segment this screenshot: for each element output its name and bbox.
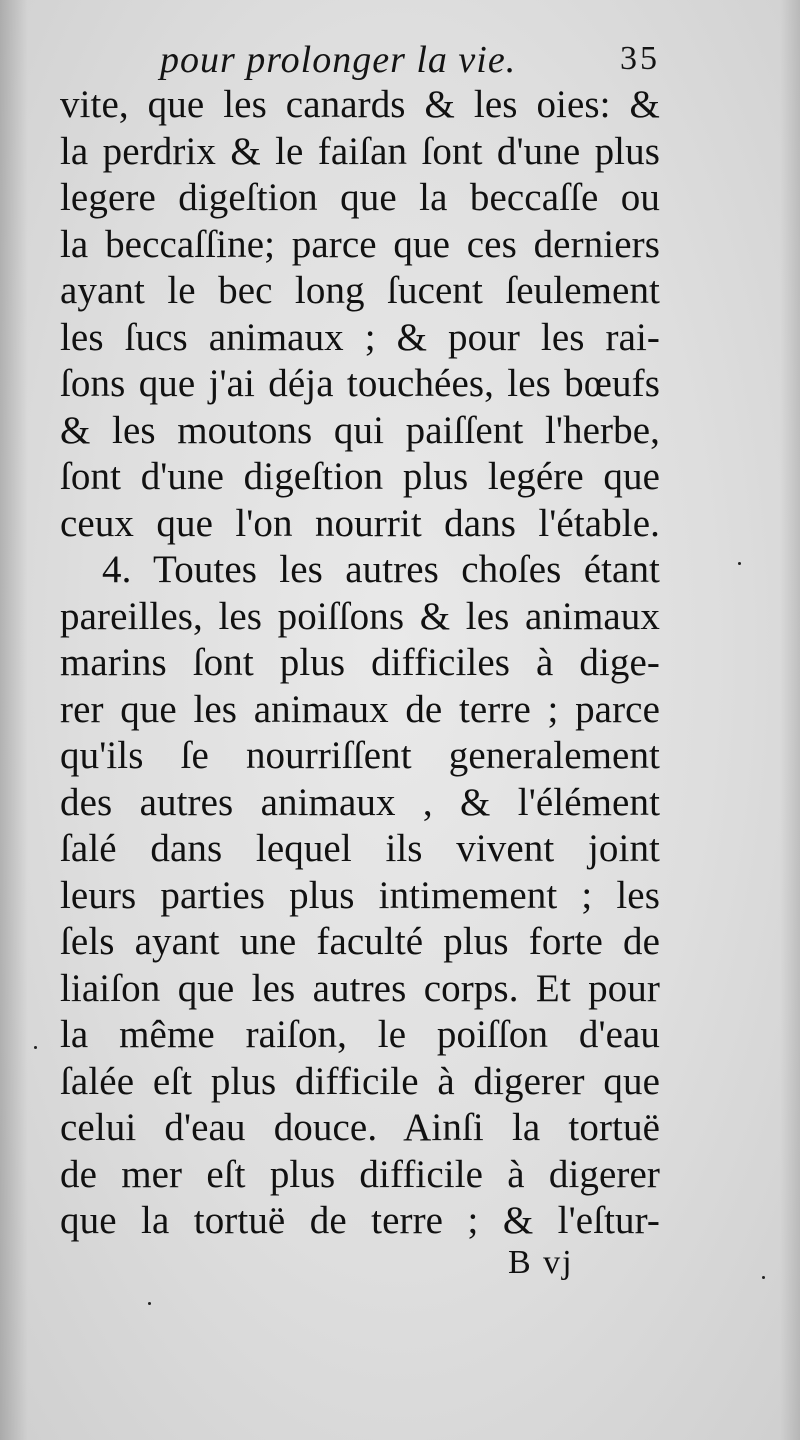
body-text bbox=[60, 82, 660, 1245]
text-line: ayant le bec long ſucent ſeulement bbox=[60, 269, 660, 312]
text-line: ſalé dans lequel ils vivent joint bbox=[60, 827, 660, 870]
text-line: leurs parties plus intimement ; les bbox=[60, 873, 660, 917]
text-line: les ſucs animaux ; & pour les rai- bbox=[60, 315, 660, 359]
text-line: ſalée eſt plus difficile à digerer que bbox=[60, 1059, 660, 1103]
text-line: celui d'eau douce. Ainſi la tortuë bbox=[60, 1106, 660, 1149]
text-line: que la tortuë de terre ; & l'eſtur- bbox=[60, 1199, 660, 1242]
text-line: ſons que j'ai déja touchées, les bœufs bbox=[60, 362, 660, 405]
text-line: pareilles, les poiſſons & les animaux bbox=[60, 594, 660, 638]
text-line: legere digeſtion que la beccaſſe ou bbox=[60, 176, 660, 219]
text-line: rer que les animaux de terre ; parce bbox=[60, 687, 660, 731]
text-line: ceux que l'on nourrit dans l'étable. bbox=[60, 501, 660, 545]
text-line: ſels ayant une faculté plus forte de bbox=[60, 920, 660, 963]
text-line: marins ſont plus difficiles à dige- bbox=[60, 641, 660, 684]
text-line: la perdrix & le faiſan ſont d'une plus bbox=[60, 129, 660, 173]
running-head bbox=[160, 38, 660, 88]
text-line: des autres animaux , & l'élément bbox=[60, 780, 660, 824]
running-title: pour prolonger la vie. bbox=[160, 39, 517, 81]
text-line: vite, que les canards & les oies: & bbox=[60, 83, 660, 126]
text-line: qu'ils ſe nourriſſent generalement bbox=[60, 734, 660, 777]
paragraph-start-line: 4. Toutes les autres choſes étant bbox=[102, 548, 660, 591]
text-line: liaiſon que les autres corps. Et pour bbox=[60, 966, 660, 1010]
ink-speck bbox=[762, 1276, 765, 1279]
ink-speck bbox=[738, 562, 741, 565]
text-line: ſont d'une digeſtion plus legére que bbox=[60, 455, 660, 498]
ink-speck bbox=[34, 1046, 37, 1049]
text-line: de mer eſt plus difficile à digerer bbox=[60, 1152, 660, 1196]
text-line: la beccaſſine; parce que ces derniers bbox=[60, 222, 660, 266]
ink-speck bbox=[148, 1302, 151, 1305]
page-number: 35 bbox=[620, 40, 660, 77]
text-line: la même raiſon, le poiſſon d'eau bbox=[60, 1013, 660, 1056]
signature-mark: B vj bbox=[508, 1244, 574, 1281]
text-line: & les moutons qui paiſſent l'herbe, bbox=[60, 408, 660, 452]
